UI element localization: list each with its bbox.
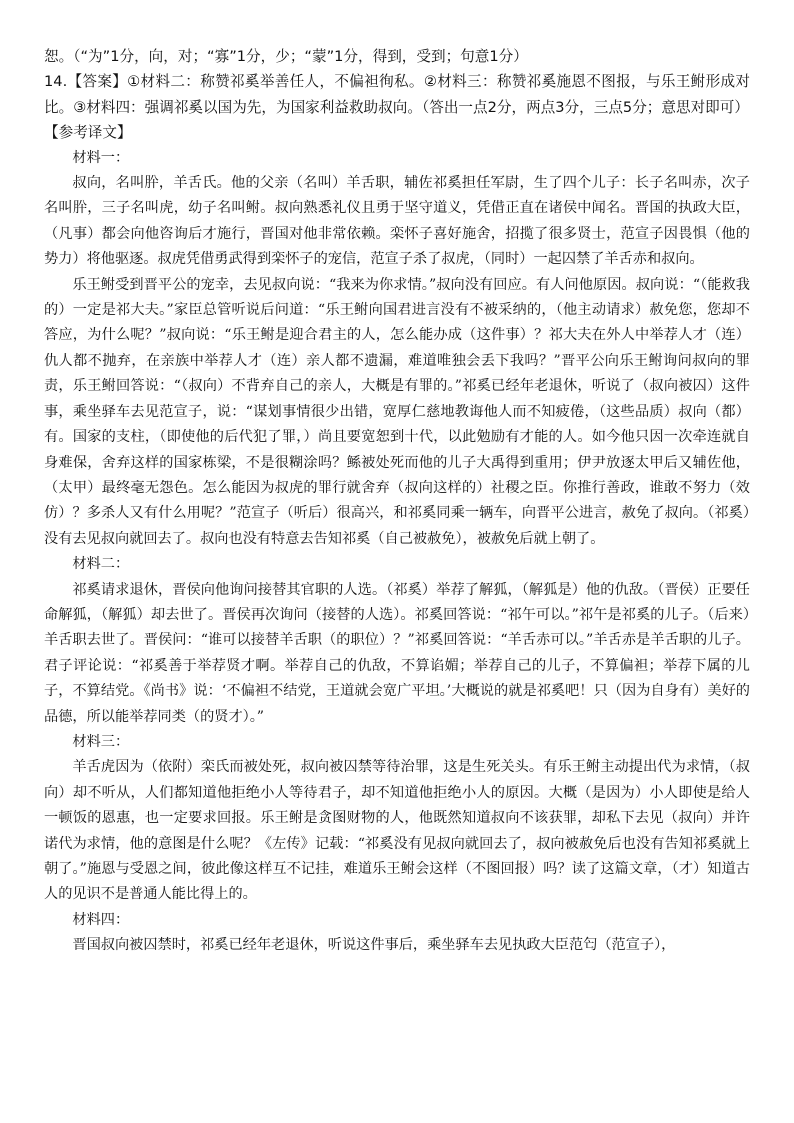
reference-translation-heading: 【参考译文】 xyxy=(44,124,132,142)
material-2-paragraph: 祁奚请求退休，晋侯向他询问接替其官职的人选。（祁奚）举荐了解狐，（解狐是）他的仇敌。（晋侯）正要任命解狐，（解狐）却去世了。晋侯再次询问（接替的人选）。祁奚回答说：“祁午可以。”祁午是祁奚的儿子。（后来）羊舌职去世了。晋侯问：“谁可以接替羊舌职（的职位）？”祁奚回答说：“羊舌赤可以。”羊舌赤是羊舌职的儿子。君子评论说：“祁奚善于举荐贤才啊。举荐自己的仇敌，不算谄媚；举荐自己的儿子，不算偏袒；举荐下属的儿子，不算结党。《尚书》说：‘不偏袒不结党，王道就会宽广平坦。’大概说的就是祁奚吧！只（因为自身有）美好的品德，所以能举荐同类（的贤才）。” xyxy=(44,581,750,725)
material-2-heading: 材料二： xyxy=(72,556,130,573)
material-1-heading: 材料一： xyxy=(72,149,130,166)
answer-14: 14.【答案】①材料二：称赞祁奚举善任人，不偏袒徇私。②材料三：称赞祁奚施恩不图报，与乐王鲋形成对比。③材料四：强调祁奚以国为先，为国家利益救助叔向。（答出一点2分，两点3分，三点5分；意思对即可） xyxy=(44,73,750,116)
material-1-paragraph-1: 叔向，名叫肸，羊舌氏。他的父亲（名叫）羊舌职，辅佐祁奚担任军尉，生了四个儿子：长子名叫赤，次子名叫肸，三子名叫虎，幼子名叫鲋。叔向熟悉礼仪且勇于坚守道义，凭借正直在诸侯中闻名。晋国的执政大臣，（凡事）都会向他咨询后才施行，晋国对他非常依赖。栾怀子喜好施舍，招揽了很多贤士，范宣子因畏惧（他的势力）将他驱逐。叔虎凭借勇武得到栾怀子的宠信，范宣子杀了叔虎，（同时）一起囚禁了羊舌赤和叔向。 xyxy=(44,175,750,268)
material-3-paragraph: 羊舌虎因为（依附）栾氏而被处死，叔向被囚禁等待治罪，这是生死关头。有乐王鲋主动提出代为求情，（叔向）却不听从，人们都知道他拒绝小人等待君子，却不知道他拒绝小人的原因。大概（是因为）小人即使是给人一顿饭的恩惠，也一定要求回报。乐王鲋是贪图财物的人，他既然知道叔向不该获罪，却私下去见（叔向）并许诺代为求情，他的意图是什么呢？《左传》记载：“祁奚没有见叔向就回去了，叔向被赦免后也没有告知祁奚就上朝了。”施恩与受恩之间，彼此像这样互不记挂，难道乐王鲋会这样（不图回报）吗？读了这篇文章，（才）知道古人的见识不是普通人能比得上的。 xyxy=(44,759,750,903)
material-1-paragraph-2: 乐王鲋受到晋平公的宠幸，去见叔向说：“我来为你求情。”叔向没有回应。有人问他原因。叔向说：“（能救我的）一定是祁大夫。”家臣总管听说后问道：“乐王鲋向国君进言没有不被采纳的，（他主动请求）赦免您，您却不答应，为什么呢？”叔向说：“乐王鲋是迎合君主的人，怎么能办成（这件事）？祁大夫在外人中举荐人才（连）仇人都不抛弃，在亲族中举荐人才（连）亲人都不遗漏，难道唯独会丢下我吗？”晋平公向乐王鲋询问叔向的罪责，乐王鲋回答说：“（叔向）不背弃自己的亲人，大概是有罪的。”祁奚已经年老退休，听说了（叔向被囚）这件事，乘坐驿车去见范宣子，说：“谋划事情很少出错，宽厚仁慈地教诲他人而不知疲倦，（这些品质）叔向（都）有。国家的支柱，（即使他的后代犯了罪，）尚且要宽恕到十代，以此勉励有才能的人。如今他只因一次牵连就自身难保，舍弃这样的国家栋梁，不是很糊涂吗？鲧被处死而他的儿子大禹得到重用；伊尹放逐太甲后又辅佐他，（太甲）最终毫无怨色。怎么能因为叔虎的罪行就舍弃（叔向这样的）社稷之臣。你推行善政，谁敢不努力（效仿）？多杀人又有什么用呢？”范宣子（听后）很高兴，和祁奚同乘一辆车，向晋平公进言，赦免了叔向。（祁奚）没有去见叔向就回去了。叔向也没有特意去告知祁奚（自己被赦免），被赦免后就上朝了。 xyxy=(44,276,750,547)
answer-13-end: 恕。（“为”1分，向，对；“寡”1分，少；“蒙”1分，得到，受到；句意1分） xyxy=(44,48,528,65)
material-4-heading: 材料四： xyxy=(72,911,130,928)
material-3-heading: 材料三： xyxy=(72,733,130,750)
material-4-paragraph: 晋国叔向被囚禁时，祁奚已经年老退休，听说这件事后，乘坐驿车去见执政大臣范匄（范宣子）， xyxy=(72,937,676,954)
